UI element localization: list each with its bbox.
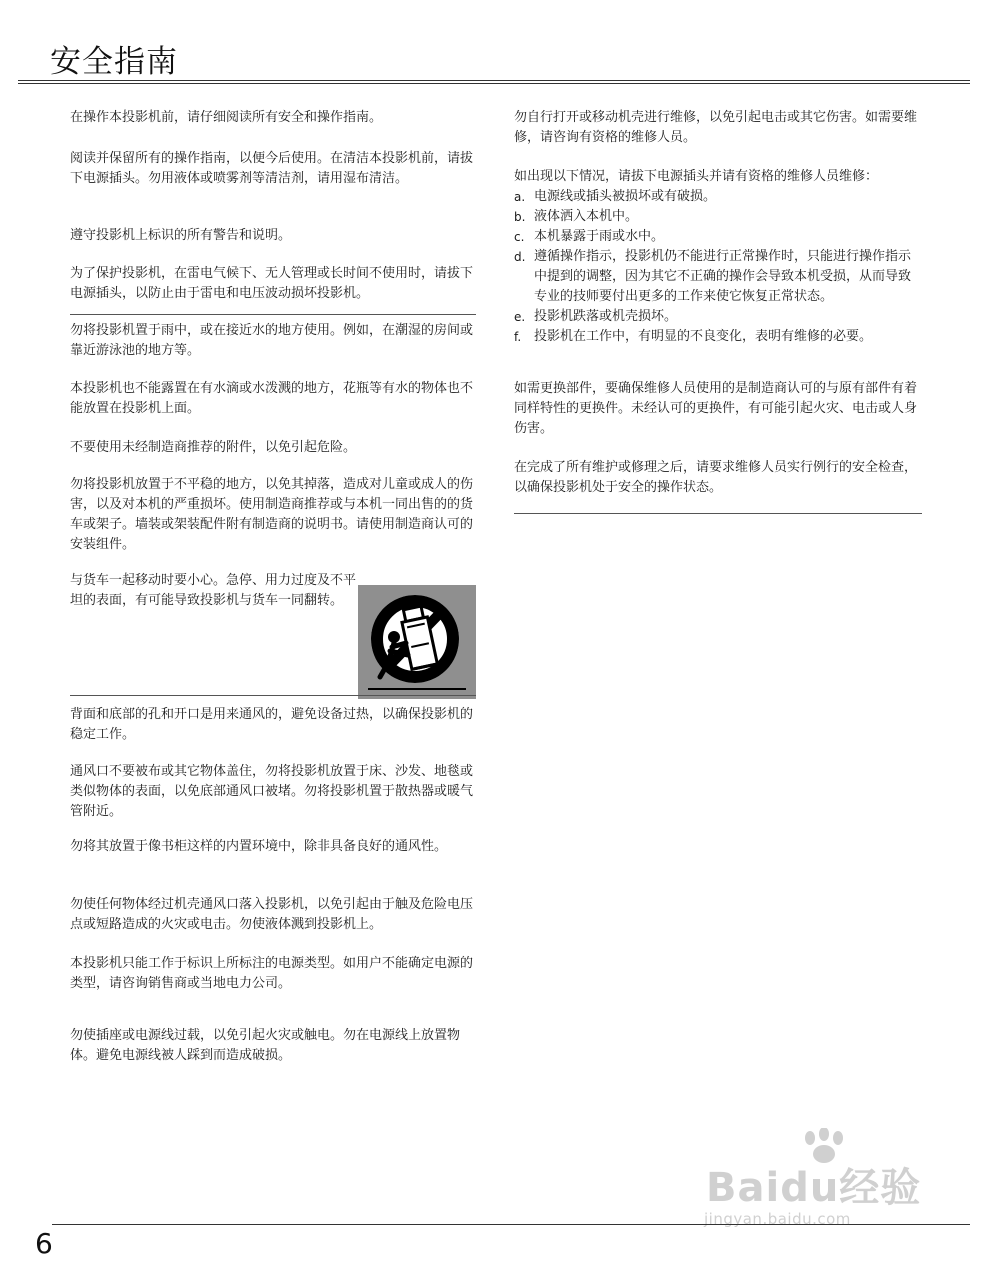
paragraph: 勿自行打开或移动机壳进行维修，以免引起电击或其它伤害。如需要维修，请咨询有资格的维修人员。: [514, 110, 918, 145]
paragraph: 与货车一起移动时要小心。急停、用力过度及不平坦的表面，有可能导致投影机与货车一同翻转。: [70, 573, 357, 608]
left-column: [70, 108, 476, 1068]
list-item: b. 液体洒入本机中。: [514, 209, 639, 224]
paragraph: 不要使用未经制造商推荐的附件，以免引起危险。: [70, 440, 357, 455]
paragraph: 在操作本投影机前，请仔细阅读所有安全和操作指南。: [70, 110, 383, 125]
section-divider: [514, 513, 922, 514]
list-intro: 如出现以下情况，请拔下电源插头并请有资格的维修人员维修：: [514, 169, 879, 184]
page-number: 6: [35, 1227, 53, 1260]
paragraph: 本投影机只能工作于标识上所标注的电源类型。如用户不能确定电源的类型，请咨询销售商或当地电力公司。: [70, 956, 474, 991]
watermark-url: jingyan.baidu.com: [704, 1210, 851, 1228]
paragraph: 背面和底部的孔和开口是用来通风的，避免设备过热，以确保投影机的稳定工作。: [70, 707, 474, 742]
list-item: c. 本机暴露于雨或水中。: [514, 229, 665, 244]
list-item: d. 遵循操作指示，投影机仍不能进行正常操作时，只能进行操作指示中提到的调整，因为其它不正确的操作会导致本机受损，从而导致专业的技师要付出更多的工作来使它恢复正常状态。: [514, 249, 912, 304]
list-item: e. 投影机跌落或机壳损坏。: [514, 309, 678, 324]
cart-tip-over-warning-icon: [358, 585, 476, 699]
paragraph: 如需更换部件，要确保维修人员使用的是制造商认可的与原有部件有着同样特性的更换件。未经认可的更换件，有可能引起火灾、电击或人身伤害。: [514, 381, 918, 436]
right-column: [514, 108, 922, 528]
watermark-logo: Baidu经验: [706, 1165, 922, 1211]
paragraph: 勿将投影机放置于不平稳的地方，以免其掉落，造成对儿童或成人的伤害，以及对本机的严重损坏。使用制造商推荐或与本机一同出售的的货车或架子。墙装或架装配件附有制造商的说明书。请使用制造商认可的安装组件。: [70, 477, 474, 552]
paragraph: 勿使插座或电源线过载，以免引起火灾或触电。勿在电源线上放置物体。避免电源线被人踩到而造成破损。: [70, 1028, 461, 1063]
section-divider: [70, 314, 476, 315]
paragraph: 本投影机也不能露置在有水滴或水泼溅的地方，花瓶等有水的物体也不能放置在投影机上面。: [70, 381, 474, 416]
title-double-rule: [18, 80, 970, 84]
paragraph: 为了保护投影机，在雷电气候下、无人管理或长时间不使用时，请拔下电源插头，以防止由于雷电和电压波动损坏投影机。: [70, 266, 474, 301]
footer-rule: [52, 1224, 970, 1225]
paragraph: 遵守投影机上标识的所有警告和说明。: [70, 228, 292, 243]
paragraph: 阅读并保留所有的操作指南，以便今后使用。在清洁本投影机前，请拔下电源插头。勿用液体或喷雾剂等清洁剂，请用湿布清洁。: [70, 151, 474, 186]
list-item: a. 电源线或插头被损坏或有破损。: [514, 189, 717, 204]
paragraph: 勿将投影机置于雨中，或在接近水的地方使用。例如，在潮湿的房间或靠近游泳池的地方等。: [70, 323, 474, 358]
paragraph: 通风口不要被布或其它物体盖住，勿将投影机放置于床、沙发、地毯或类似物体的表面，以免底部通风口被堵。勿将投影机置于散热器或暖气管附近。: [70, 764, 474, 819]
service-conditions-list: [514, 187, 922, 347]
baidu-watermark: [700, 1128, 940, 1228]
paragraph: 勿使任何物体经过机壳通风口落入投影机，以免引起由于触及危险电压点或短路造成的火灾或电击。勿使液体溅到投影机上。: [70, 897, 474, 932]
paragraph: 勿将其放置于像书柜这样的内置环境中，除非具备良好的通风性。: [70, 839, 448, 854]
paragraph: 在完成了所有维护或修理之后，请要求维修人员实行例行的安全检查，以确保投影机处于安全的操作状态。: [514, 460, 918, 495]
page-title: 安全指南: [50, 44, 178, 80]
list-item: f. 投影机在工作中，有明显的不良变化，表明有维修的必要。: [514, 329, 873, 344]
section-divider: [70, 695, 476, 696]
